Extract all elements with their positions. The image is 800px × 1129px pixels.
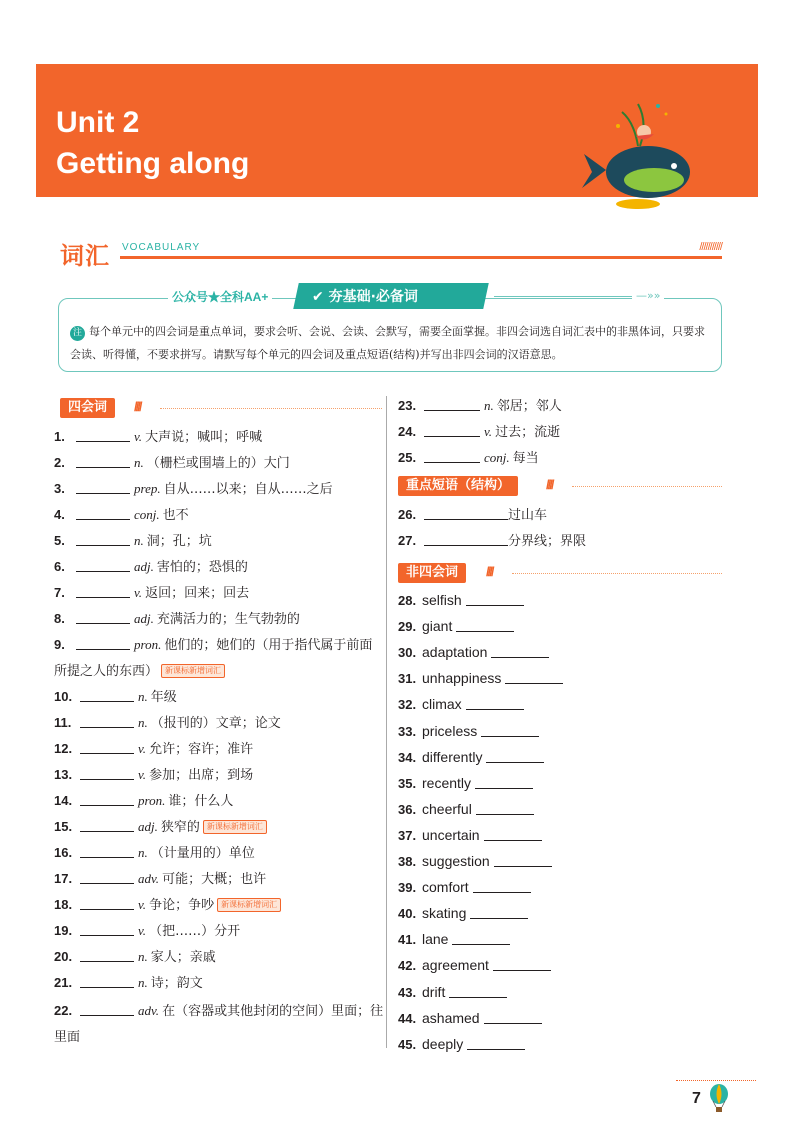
english-word: giant [422, 618, 453, 635]
non-four-skill-entry [398, 877, 531, 899]
answer-blank[interactable] [491, 644, 549, 658]
non-four-skill-entry [398, 1008, 542, 1030]
item-number: 5. [54, 533, 65, 548]
word-meaning: 洞；孔；坑 [146, 534, 212, 549]
item-number: 36. [398, 801, 417, 817]
item-number: 12. [54, 741, 73, 756]
item-number: 11. [54, 715, 72, 730]
hot-air-balloon-icon [708, 1084, 730, 1114]
note-tag-label: 夯基础·必备词 [328, 289, 418, 305]
word-entry [54, 557, 248, 578]
item-number: 3. [54, 481, 65, 496]
note-arrow: —»» [632, 289, 664, 302]
english-word: skating [422, 905, 467, 922]
part-of-speech: v. [138, 767, 147, 782]
section-non-four-skill-label: 非四会词 [398, 563, 466, 583]
word-meaning: 允许；容许；准许 [149, 742, 254, 757]
item-number: 27. [398, 533, 417, 548]
answer-blank[interactable] [424, 423, 480, 437]
english-word: comfort [422, 879, 469, 896]
word-entry [54, 427, 262, 448]
page-corner-dots [676, 1080, 756, 1081]
word-meaning: 在（容器或其他封闭的空间）里面；往里面 [54, 1004, 384, 1045]
non-four-skill-entry [398, 1034, 525, 1056]
english-word: recently [422, 774, 472, 791]
section-phrases-label: 重点短语（结构） [398, 476, 518, 496]
section-four-skill-header [60, 398, 382, 418]
non-four-skill-entry [398, 616, 514, 638]
item-number: 31. [398, 671, 417, 687]
item-number: 28. [398, 593, 417, 608]
unit-number: Unit 2 [56, 106, 140, 139]
item-number: 37. [398, 827, 417, 843]
word-meaning: 也不 [162, 508, 189, 523]
section-phrases-header [398, 476, 722, 496]
item-number: 10. [54, 689, 73, 704]
word-entry [398, 422, 560, 443]
answer-blank[interactable] [484, 1010, 542, 1024]
word-entry [54, 895, 281, 916]
section-dots [160, 408, 382, 409]
word-meaning: 参加；出席；到场 [149, 768, 254, 783]
part-of-speech: adj. [134, 611, 154, 626]
answer-blank[interactable] [76, 558, 130, 572]
unit-name: Getting along [56, 147, 250, 180]
word-meaning: （栅栏或围墙上的）大门 [146, 456, 290, 471]
answer-blank[interactable] [449, 984, 507, 998]
phrase-entry [398, 505, 547, 526]
item-number: 29. [398, 619, 417, 635]
word-meaning: 争论；争吵 [149, 898, 215, 913]
section-bars: //// [486, 564, 493, 579]
answer-blank[interactable] [80, 948, 134, 962]
part-of-speech: adj. [138, 819, 158, 834]
whale-illustration-icon [578, 92, 698, 222]
english-word: climax [422, 696, 462, 713]
english-word: cheerful [422, 800, 472, 817]
answer-blank[interactable] [486, 749, 544, 763]
item-number: 18. [54, 897, 73, 912]
english-word: suggestion [422, 853, 490, 869]
word-meaning: 可能；大概；也许 [162, 872, 267, 887]
answer-blank[interactable] [80, 818, 134, 832]
section-four-skill-label: 四会词 [60, 398, 115, 418]
non-four-skill-entry [398, 642, 549, 664]
item-number: 44. [398, 1010, 417, 1026]
word-entry [54, 973, 203, 994]
non-four-skill-entry [398, 590, 524, 612]
non-four-skill-entry [398, 747, 544, 769]
non-four-skill-entry [398, 694, 524, 716]
word-meaning: 年级 [150, 690, 177, 705]
word-entry [398, 396, 562, 417]
word-meaning: 邻居；邻人 [496, 399, 562, 414]
note-body: 每个单元中的四会词是重点单词，要求会听、会说、会读、会默写，需要全面掌握。非四会词选自词汇表中的非黑体词，只要求会读、听得懂，不要求拼写。请默写每个单元的四会词及重点短语(结构)并写出非四会词的汉语意思。 [70, 325, 705, 361]
item-number: 13. [54, 767, 73, 782]
part-of-speech: n. [134, 533, 144, 548]
part-of-speech: adv. [138, 1003, 160, 1018]
word-entry [54, 609, 300, 630]
answer-blank[interactable] [80, 1002, 134, 1016]
part-of-speech: n. [138, 975, 148, 990]
part-of-speech: n. [484, 398, 494, 413]
english-word: uncertain [422, 826, 480, 843]
answer-blank[interactable] [484, 827, 542, 841]
answer-blank[interactable] [80, 688, 134, 702]
item-number: 39. [398, 880, 417, 896]
word-meaning: 大声说；喊叫；呼喊 [145, 430, 263, 445]
answer-blank[interactable] [475, 775, 533, 789]
part-of-speech: adv. [138, 871, 160, 886]
section-dots [512, 573, 722, 574]
item-number: 35. [398, 775, 417, 791]
word-meaning: 他们的；她们的（用于指代属于前面所提之人的东西） [54, 638, 373, 679]
part-of-speech: n. [138, 689, 148, 704]
word-entry [54, 583, 249, 604]
answer-blank[interactable] [424, 532, 508, 546]
item-number: 43. [398, 984, 417, 1000]
new-curriculum-tag: 新课标新增词汇 [217, 898, 281, 912]
phrase-entry [398, 531, 586, 552]
item-number: 22. [54, 1003, 73, 1018]
word-entry [54, 869, 266, 890]
answer-blank[interactable] [80, 792, 134, 806]
part-of-speech: n. [138, 715, 148, 730]
non-four-skill-entry [398, 799, 534, 821]
answer-blank[interactable] [456, 618, 514, 632]
vocabulary-hatch: /////////// [699, 241, 722, 253]
new-curriculum-tag: 新课标新增词汇 [161, 664, 225, 678]
answer-blank[interactable] [80, 844, 134, 858]
part-of-speech: n. [138, 845, 148, 860]
item-number: 25. [398, 450, 417, 465]
item-number: 38. [398, 854, 417, 869]
word-entry [54, 739, 253, 760]
note-text [70, 320, 710, 366]
part-of-speech: conj. [484, 450, 510, 465]
non-four-skill-entry [398, 929, 510, 951]
english-word: ashamed [422, 1009, 480, 1026]
vocabulary-title-cn: 词汇 [60, 242, 110, 270]
word-entry [54, 531, 212, 552]
item-number: 19. [54, 923, 73, 938]
word-entry [54, 947, 216, 968]
part-of-speech: v. [484, 424, 493, 439]
item-number: 41. [398, 932, 417, 948]
item-number: 16. [54, 845, 73, 860]
word-entry [54, 453, 290, 474]
english-word: agreement [422, 957, 489, 974]
part-of-speech: pron. [138, 793, 166, 808]
non-four-skill-entry [398, 982, 507, 1004]
word-entry [54, 998, 384, 1051]
answer-blank[interactable] [76, 480, 130, 494]
word-entry [54, 479, 333, 500]
item-number: 8. [54, 611, 65, 626]
answer-blank[interactable] [494, 853, 552, 867]
answer-blank[interactable] [476, 801, 534, 815]
english-word: unhappiness [422, 670, 502, 687]
section-bars: //// [134, 399, 141, 414]
item-number: 33. [398, 723, 417, 739]
answer-blank[interactable] [493, 957, 551, 971]
item-number: 14. [54, 793, 73, 808]
word-entry [54, 765, 253, 786]
part-of-speech: n. [134, 455, 144, 470]
word-meaning: 每当 [512, 451, 539, 466]
answer-blank[interactable] [80, 922, 134, 936]
part-of-speech: conj. [134, 507, 160, 522]
section-dots [572, 486, 722, 487]
english-word: differently [422, 748, 483, 765]
part-of-speech: prep. [134, 481, 161, 496]
item-number: 45. [398, 1036, 417, 1052]
column-divider [386, 396, 387, 1048]
item-number: 17. [54, 871, 73, 886]
answer-blank[interactable] [76, 636, 130, 650]
word-meaning: 诗；韵文 [150, 976, 203, 991]
part-of-speech: v. [134, 429, 143, 444]
part-of-speech: adj. [134, 559, 154, 574]
answer-blank[interactable] [424, 449, 480, 463]
word-meaning: 返回；回来；回去 [145, 586, 250, 601]
answer-blank[interactable] [80, 714, 134, 728]
answer-blank[interactable] [424, 397, 480, 411]
non-four-skill-entry [398, 668, 563, 690]
part-of-speech: n. [138, 949, 148, 964]
non-four-skill-entry [398, 773, 533, 795]
item-number: 1. [54, 429, 65, 444]
word-meaning: 害怕的；恐惧的 [156, 560, 248, 575]
phrase-meaning: 分界线；界限 [508, 534, 587, 549]
note-tag: ✔ 夯基础·必备词 [312, 289, 418, 305]
answer-blank[interactable] [505, 670, 563, 684]
word-entry [54, 843, 255, 864]
answer-blank[interactable] [80, 740, 134, 754]
word-meaning: （计量用的）单位 [150, 846, 255, 861]
unit-title [56, 102, 249, 184]
answer-blank[interactable] [467, 1036, 525, 1050]
word-entry [54, 713, 281, 734]
vocabulary-title-en: VOCABULARY [122, 242, 201, 253]
phrase-meaning: 过山车 [508, 508, 548, 523]
item-number: 7. [54, 585, 65, 600]
word-meaning: 狭窄的 [160, 820, 200, 835]
item-number: 23. [398, 398, 417, 413]
word-meaning: 充满活力的；生气勃勃的 [156, 612, 300, 627]
item-number: 6. [54, 559, 65, 574]
answer-blank[interactable] [76, 532, 130, 546]
part-of-speech: v. [134, 585, 143, 600]
item-number: 40. [398, 906, 417, 922]
answer-blank[interactable] [452, 931, 510, 945]
word-meaning: 谁；什么人 [168, 794, 234, 809]
note-badge: 注 [70, 326, 85, 341]
item-number: 2. [54, 455, 65, 470]
item-number: 24. [398, 424, 417, 439]
word-entry [54, 505, 189, 526]
non-four-skill-entry [398, 955, 551, 977]
item-number: 26. [398, 507, 417, 522]
non-four-skill-entry [398, 825, 542, 847]
item-number: 21. [54, 975, 73, 990]
answer-blank[interactable] [76, 454, 130, 468]
answer-blank[interactable] [470, 905, 528, 919]
english-word: deeply [422, 1035, 464, 1052]
answer-blank[interactable] [76, 428, 130, 442]
item-number: 42. [398, 958, 417, 974]
answer-blank[interactable] [76, 506, 130, 520]
item-number: 32. [398, 697, 417, 713]
brand-label: 公众号★全科AA+ [168, 288, 272, 305]
vocabulary-header [60, 232, 722, 272]
item-number: 20. [54, 949, 73, 964]
answer-blank[interactable] [466, 696, 524, 710]
part-of-speech: v. [138, 897, 147, 912]
answer-blank[interactable] [481, 723, 539, 737]
english-word: selfish [422, 592, 462, 608]
item-number: 34. [398, 749, 417, 765]
note-arrow-line [494, 296, 634, 297]
non-four-skill-entry [398, 903, 528, 925]
item-number: 15. [54, 819, 73, 834]
english-word: drift [422, 983, 446, 1000]
answer-blank[interactable] [80, 896, 134, 910]
item-number: 30. [398, 645, 417, 661]
word-entry [54, 632, 384, 685]
non-four-skill-entry [398, 851, 552, 873]
part-of-speech: v. [138, 923, 147, 938]
word-entry [54, 817, 267, 838]
english-word: lane [422, 931, 449, 948]
section-non-four-skill-header [398, 563, 722, 583]
answer-blank[interactable] [466, 592, 524, 606]
answer-blank[interactable] [80, 766, 134, 780]
page-number: 7 [692, 1090, 701, 1107]
part-of-speech: v. [138, 741, 147, 756]
answer-blank[interactable] [473, 879, 531, 893]
word-entry [398, 448, 539, 469]
word-entry [54, 791, 233, 812]
word-entry [54, 687, 177, 708]
answer-blank[interactable] [76, 584, 130, 598]
answer-blank[interactable] [80, 870, 134, 884]
section-bars: //// [546, 477, 553, 492]
word-meaning: 家人；亲戚 [150, 950, 216, 965]
item-number: 4. [54, 507, 65, 522]
word-entry [54, 921, 240, 942]
answer-blank[interactable] [80, 974, 134, 988]
english-word: priceless [422, 722, 478, 739]
vocabulary-rule [120, 256, 722, 259]
answer-blank[interactable] [424, 506, 508, 520]
english-word: adaptation [422, 644, 488, 661]
non-four-skill-entry [398, 721, 539, 743]
new-curriculum-tag: 新课标新增词汇 [203, 820, 267, 834]
word-meaning: 自从……以来；自从……之后 [163, 482, 333, 497]
part-of-speech: pron. [134, 637, 162, 652]
item-number: 9. [54, 637, 65, 652]
word-meaning: 过去；流逝 [495, 425, 561, 440]
word-meaning: （把……）分开 [149, 924, 241, 939]
word-meaning: （报刊的）文章；论文 [150, 716, 281, 731]
answer-blank[interactable] [76, 610, 130, 624]
